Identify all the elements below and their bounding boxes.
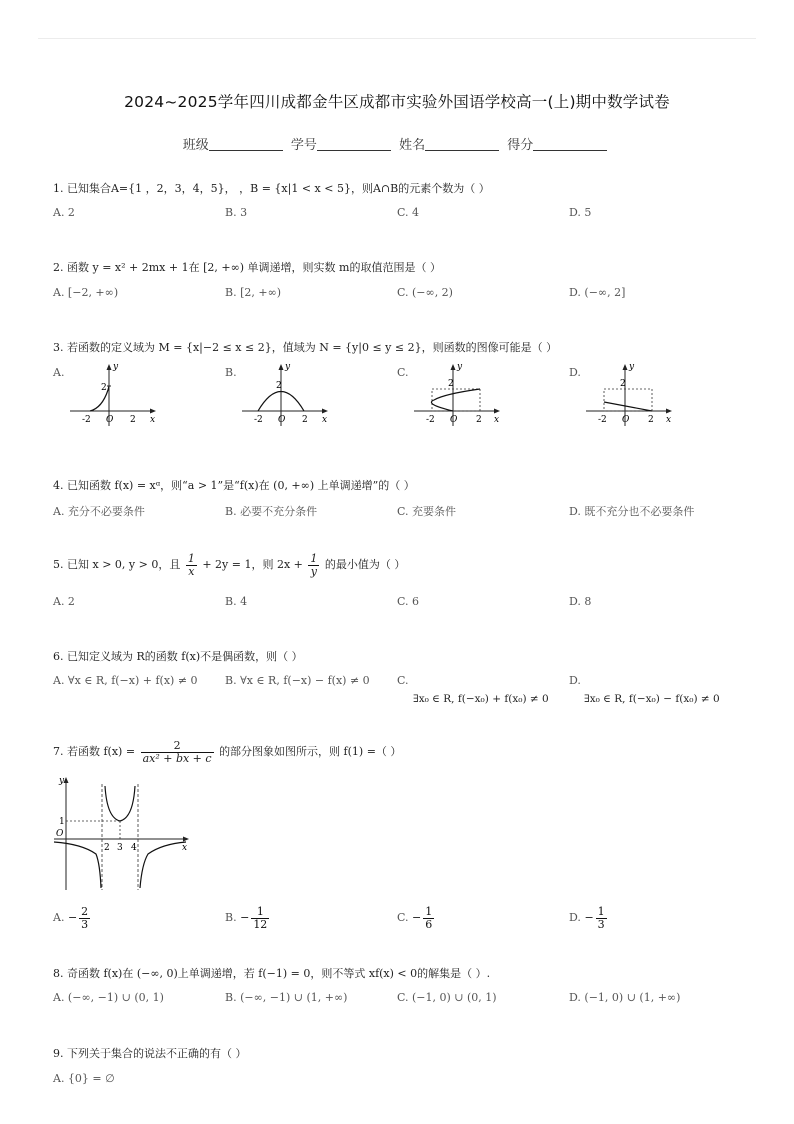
q4-option-c[interactable]: C. 充要条件: [397, 505, 457, 518]
q6-option-c-text[interactable]: ∃x₀ ∈ R, f(−x₀) + f(x₀) ≠ 0: [413, 693, 549, 705]
q7-c-letter: C.: [397, 911, 409, 925]
q3-graph-c: [410, 360, 504, 428]
q3-a-neg2: -2: [82, 415, 91, 425]
q7-b-frac: [251, 906, 269, 930]
q3-d-ytop: 2: [620, 379, 626, 389]
q3-a-x-label: x: [150, 415, 156, 425]
question-2: 2. 函数 y = x² + 2mx + 1在 [2, +∞) 单调递增，则实数 m的取值范围是（ ）: [53, 261, 441, 274]
q6-option-a[interactable]: A. ∀x ∈ R, f(−x) + f(x) ≠ 0: [53, 674, 198, 687]
q6-option-d-text[interactable]: ∃x₀ ∈ R, f(−x₀) − f(x₀) ≠ 0: [584, 693, 720, 705]
q7-option-d[interactable]: [569, 906, 609, 930]
q5-frac1-num: 1: [187, 552, 195, 565]
q3-graph-d: [582, 360, 676, 428]
q3-c-ytop: 2: [448, 379, 454, 389]
q8-option-a[interactable]: A. (−∞, −1) ∪ (0, 1): [53, 991, 164, 1004]
q3-b-x-label: x: [322, 415, 328, 425]
q7-option-c[interactable]: [397, 906, 436, 930]
q3-a-pos2: 2: [130, 415, 136, 425]
q5-frac-2: [308, 553, 319, 577]
question-6: 6. 已知定义域为 R的函数 f(x)不是偶函数，则（ ）: [53, 650, 303, 663]
q7-b-den: 12: [253, 917, 268, 931]
name-label: 姓名: [399, 138, 426, 153]
q3-b-ytop: 2: [276, 381, 282, 391]
q4-option-b[interactable]: B. 必要不充分条件: [225, 505, 318, 518]
q7-c-den: 6: [425, 917, 433, 931]
q5-mid: + 2y = 1，则 2x +: [202, 558, 303, 572]
question-1: 1. 已知集合A={1 ，2，3，4，5}， ，B = {x|1 < x < 5}，则A∩B的元素个数为（ ）: [53, 182, 490, 195]
q7-y-label: y: [59, 776, 65, 786]
q7-a-den: 3: [81, 917, 89, 931]
q4-option-a[interactable]: A. 充分不必要条件: [53, 505, 145, 518]
score-label: 得分: [507, 138, 534, 153]
q4-option-d[interactable]: D. 既不充分也不必要条件: [569, 505, 695, 518]
q3-a-y-label: y: [113, 362, 119, 372]
q7-d-den: 3: [597, 917, 605, 931]
class-label: 班级: [182, 138, 209, 153]
q3-option-d[interactable]: D.: [569, 366, 581, 379]
q7-option-a[interactable]: [53, 906, 92, 930]
q2-option-d[interactable]: D. (−∞, 2]: [569, 286, 626, 299]
id-blank[interactable]: [317, 138, 391, 151]
score-blank[interactable]: [533, 138, 607, 151]
q3-b-neg2: -2: [254, 415, 263, 425]
q3-option-c[interactable]: C.: [397, 366, 409, 379]
question-8: 8. 奇函数 f(x)在 (−∞, 0)上单调递增，若 f(−1) = 0，则不等式 xf(x) < 0的解集是（ ）.: [53, 967, 491, 980]
q7-d-letter: D.: [569, 911, 581, 925]
id-label: 学号: [290, 138, 317, 153]
q3-option-b[interactable]: B.: [225, 366, 237, 379]
q7-a-num: 2: [81, 905, 89, 918]
q2-option-a[interactable]: A. [−2, +∞): [53, 286, 119, 299]
q3-c-origin: O: [450, 415, 458, 425]
q9-option-a[interactable]: A. {0} = ∅: [53, 1072, 115, 1085]
question-5: [53, 553, 405, 577]
q7-label-3: 3: [117, 843, 123, 853]
q3-d-y-label: y: [629, 362, 635, 372]
q3-c-neg2: -2: [426, 415, 435, 425]
q1-option-b[interactable]: B. 3: [225, 206, 248, 219]
q5-frac2-den: y: [310, 564, 317, 578]
q7-frac-den: ax² + bx + c: [142, 751, 212, 765]
q5-frac1-den: x: [188, 564, 195, 578]
q3-graph-a: [66, 360, 160, 428]
question-9: 9. 下列关于集合的说法不正确的有（ ）: [53, 1047, 247, 1060]
q8-option-c[interactable]: C. (−1, 0) ∪ (0, 1): [397, 991, 497, 1004]
q7-label-2: 2: [104, 843, 110, 853]
q6-option-d[interactable]: D.: [569, 674, 581, 687]
q8-option-b[interactable]: B. (−∞, −1) ∪ (1, +∞): [225, 991, 348, 1004]
q7-x-label: x: [182, 843, 188, 853]
q3-option-a[interactable]: A.: [53, 366, 65, 379]
q6-option-b[interactable]: B. ∀x ∈ R, f(−x) − f(x) ≠ 0: [225, 674, 370, 687]
q3-a-ytop: 2: [101, 383, 107, 393]
q2-option-c[interactable]: C. (−∞, 2): [397, 286, 453, 299]
q5-frac2-num: 1: [310, 552, 318, 565]
q7-c-sign: −: [412, 911, 422, 925]
q7-d-frac: [596, 906, 607, 930]
q1-option-a[interactable]: A. 2: [53, 206, 75, 219]
q5-option-b[interactable]: B. 4: [225, 595, 248, 608]
q5-suffix: 的最小值为（ ）: [324, 558, 406, 572]
q3-b-y-label: y: [285, 362, 291, 372]
q3-b-origin: O: [278, 415, 286, 425]
q5-prefix: 5. 已知 x > 0, y > 0，且: [53, 558, 181, 572]
q5-frac-1: [186, 553, 197, 577]
q3-d-origin: O: [622, 415, 630, 425]
q7-a-frac: [79, 906, 90, 930]
question-3: 3. 若函数的定义域为 M = {x|−2 ≤ x ≤ 2}，值域为 N = {y|0 ≤ y ≤ 2}，则函数的图像可能是（ ）: [53, 341, 558, 354]
q7-origin: O: [56, 829, 64, 839]
q1-option-d[interactable]: D. 5: [569, 206, 592, 219]
q3-c-pos2: 2: [476, 415, 482, 425]
q3-d-neg2: -2: [598, 415, 607, 425]
q7-d-sign: −: [584, 911, 594, 925]
q3-a-origin: O: [106, 415, 114, 425]
q7-prefix: 7. 若函数 f(x) =: [53, 745, 136, 759]
q7-suffix: 的部分图象如图所示，则 f(1) =（ ）: [219, 745, 402, 759]
q7-graph: [52, 772, 194, 894]
q3-c-y-label: y: [457, 362, 463, 372]
q7-a-letter: A.: [53, 911, 65, 925]
q3-d-pos2: 2: [648, 415, 654, 425]
q7-b-num: 1: [251, 906, 269, 919]
name-blank[interactable]: [425, 138, 499, 151]
q5-option-c[interactable]: C. 6: [397, 595, 420, 608]
q7-b-sign: −: [240, 911, 250, 925]
q7-label-4: 4: [131, 843, 137, 853]
question-7: [53, 740, 401, 764]
question-4: 4. 已知函数 f(x) = xᵅ，则“a > 1”是“f(x)在 (0, +∞) 上单调递增”的（ ）: [53, 479, 415, 492]
q7-label-1: 1: [59, 817, 65, 827]
q3-d-x-label: x: [666, 415, 672, 425]
page-top-rule: [38, 38, 756, 39]
q5-option-d[interactable]: D. 8: [569, 595, 592, 608]
q2-option-b[interactable]: B. [2, +∞): [225, 286, 282, 299]
q7-option-b[interactable]: [225, 906, 271, 930]
student-info-row: [0, 134, 794, 153]
class-blank[interactable]: [209, 138, 283, 151]
q6-option-c[interactable]: C.: [397, 674, 409, 687]
q7-d-num: 1: [597, 905, 605, 918]
q8-option-d[interactable]: D. (−1, 0) ∪ (1, +∞): [569, 991, 681, 1004]
q7-frac-num: 2: [141, 740, 214, 753]
q3-graph-b: [238, 360, 332, 428]
q3-c-x-label: x: [494, 415, 500, 425]
q7-frac: [141, 740, 214, 764]
q3-b-pos2: 2: [302, 415, 308, 425]
q7-b-letter: B.: [225, 911, 237, 925]
q7-a-sign: −: [67, 911, 78, 925]
q7-c-frac: [423, 906, 434, 930]
q5-option-a[interactable]: A. 2: [53, 595, 75, 608]
q7-c-num: 1: [425, 905, 433, 918]
exam-title: 2024~2025学年四川成都金牛区成都市实验外国语学校高一(上)期中数学试卷: [124, 93, 670, 111]
q1-option-c[interactable]: C. 4: [397, 206, 420, 219]
